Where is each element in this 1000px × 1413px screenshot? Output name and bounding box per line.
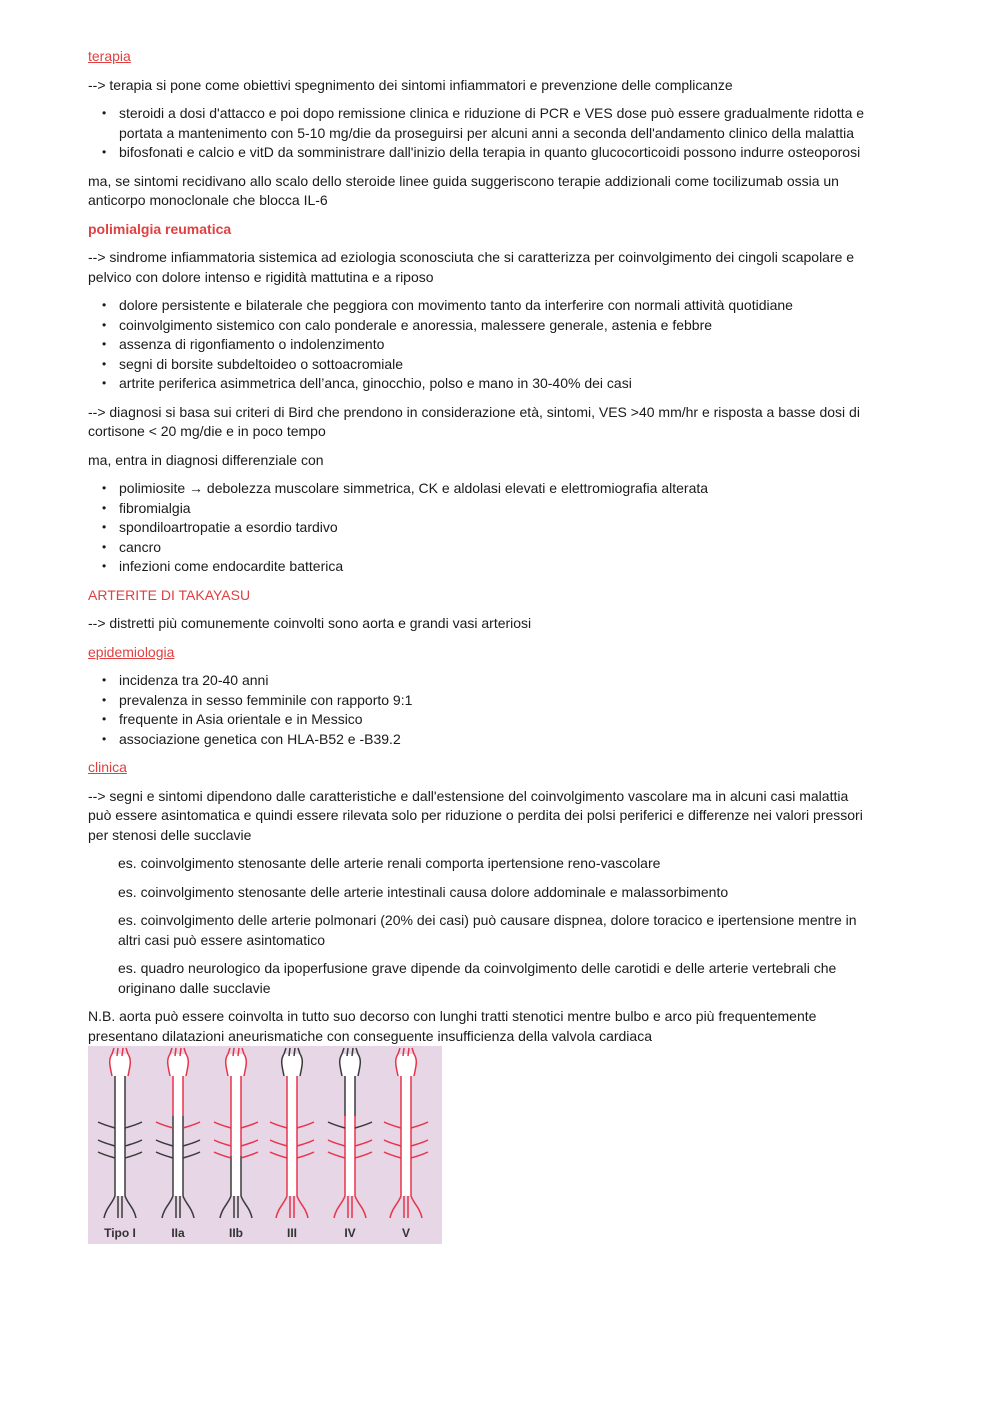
aorta-types-diagram (88, 1046, 442, 1244)
list-item: • assenza di rigonfiamento o indolenzimento (119, 335, 868, 355)
terapia-list (88, 104, 868, 163)
polimialgia-list (88, 296, 868, 394)
aorta-type-6 (384, 1048, 428, 1218)
clinica-intro: --> segni e sintomi dipendono dalle caratteristiche e dall'estensione del coinvolgimento vascolare ma in alcuni casi malattia può essere asintomatica e quindi essere rilevata solo per riduzione o perdita dei polsi periferici e differenze nei valori pressori per stenosi delle succlavie (88, 787, 863, 843)
list-item: • artrite periferica asimmetrica dell’anca, ginocchio, polso e mano in 30-40% dei casi (119, 374, 868, 394)
list-item: • fibromialgia (119, 499, 868, 519)
type-label: IIb (229, 1226, 243, 1240)
aorta-type-2 (156, 1048, 200, 1218)
aorta-type-3 (214, 1048, 258, 1218)
list-item: • cancro (119, 538, 868, 558)
list-item: • steroidi a dosi d'attacco e poi dopo remissione clinica e riduzione di PCR e VES dose può essere gradualmente ridotta e portata a mantenimento con 5-10 mg/die da proseguirsi per alcuni anni a seconda dell'andamento clinico della malattia (119, 104, 868, 143)
type-label: III (286, 1226, 298, 1240)
polimialgia-diff-intro: ma, entra in diagnosi differenziale con (88, 451, 324, 468)
list-item: • coinvolgimento sistemico con calo ponderale e anoressia, malessere generale, astenia e febbre (119, 316, 868, 336)
type-label: IIa (171, 1226, 185, 1240)
terapia-intro: --> terapia si pone come obiettivi spegnimento dei sintomi infiammatori e prevenzione delle complicanze (88, 76, 733, 93)
list-item: • prevalenza in sesso femminile con rapporto 9:1 (119, 691, 868, 711)
aorta-type-1 (98, 1048, 142, 1218)
list-item: • dolore persistente e bilaterale che peggiora con movimento tanto da interferire con normali attività quotidiane (119, 296, 868, 316)
list-item: • segni di borsite subdeltoideo o sottoacromiale (119, 355, 868, 375)
clinica-example: es. quadro neurologico da ipoperfusione grave dipende da coinvolgimento delle carotidi e delle arterie vertebrali che originano dalle succlavie (118, 960, 837, 996)
list-item: • spondiloartropatie a esordio tardivo (119, 518, 868, 538)
epidemiologia-list (88, 671, 868, 749)
list-item: • infezioni come endocardite batterica (119, 557, 868, 577)
type-label: IV (344, 1226, 356, 1240)
aorta-type-5 (328, 1048, 372, 1218)
aorta-type-4 (270, 1048, 314, 1218)
heading-epidemiologia[interactable]: epidemiologia (88, 643, 175, 660)
clinica-example: es. coinvolgimento stenosante delle arterie intestinali causa dolore addominale e malassorbimento (118, 883, 729, 900)
takayasu-classification-figure (88, 1046, 442, 1244)
list-item: • polimiosite → debolezza muscolare simmetrica, CK e aldolasi elevati e elettromiografia alterata (119, 479, 868, 499)
polimialgia-diagnosi: --> diagnosi si basa sui criteri di Bird che prendono in considerazione età, sintomi, VES >40 mm/hr e risposta a basse dosi di cortisone < 20 mg/die e in poco tempo (88, 403, 860, 439)
nb-note: N.B. aorta può essere coinvolta in tutto suo decorso con lunghi tratti stenotici mentre bulbo e arco più frequentemente presentano dilatazioni aneurismatiche con conseguente insufficienza della valvola cardiaca (88, 1008, 817, 1044)
list-item: • associazione genetica con HLA-B52 e -B39.2 (119, 730, 868, 750)
list-item: • bifosfonati e calcio e vitD da somministrare dall'inizio della terapia in quanto glucocorticoidi possono indurre osteoporosi (119, 143, 868, 163)
polimialgia-intro: --> sindrome infiammatoria sistemica ad eziologia sconosciuta che si caratterizza per coinvolgimento dei cingoli scapolare e pelvico con dolore intenso e rigidità mattutina e a riposo (88, 249, 855, 285)
clinica-example: es. coinvolgimento delle arterie polmonari (20% dei casi) può causare dispnea, dolore toracico e ipertensione mentre in altri casi può essere asintomatico (118, 912, 857, 948)
clinica-example: es. coinvolgimento stenosante delle arterie renali comporta ipertensione reno-vascolare (118, 855, 661, 871)
list-item: • incidenza tra 20-40 anni (119, 671, 868, 691)
list-item: • frequente in Asia orientale e in Messico (119, 710, 868, 730)
type-label: V (401, 1226, 411, 1240)
heading-clinica[interactable]: clinica (88, 759, 127, 775)
type-label: Tipo I (104, 1226, 136, 1240)
heading-terapia[interactable]: terapia (88, 48, 131, 64)
takayasu-intro: --> distretti più comunemente coinvolti sono aorta e grandi vasi arteriosi (88, 615, 532, 631)
heading-polimialgia: polimialgia reumatica (88, 220, 232, 237)
document-content (88, 47, 868, 1244)
terapia-note: ma, se sintomi recidivano allo scalo dello steroide linee guida suggeriscono terapie addizionali come tocilizumab ossia un anticorpo monoclonale che blocca IL-6 (88, 172, 839, 208)
diagnosi-differenziale-list (88, 479, 868, 577)
heading-takayasu: ARTERITE DI TAKAYASU (88, 586, 251, 603)
